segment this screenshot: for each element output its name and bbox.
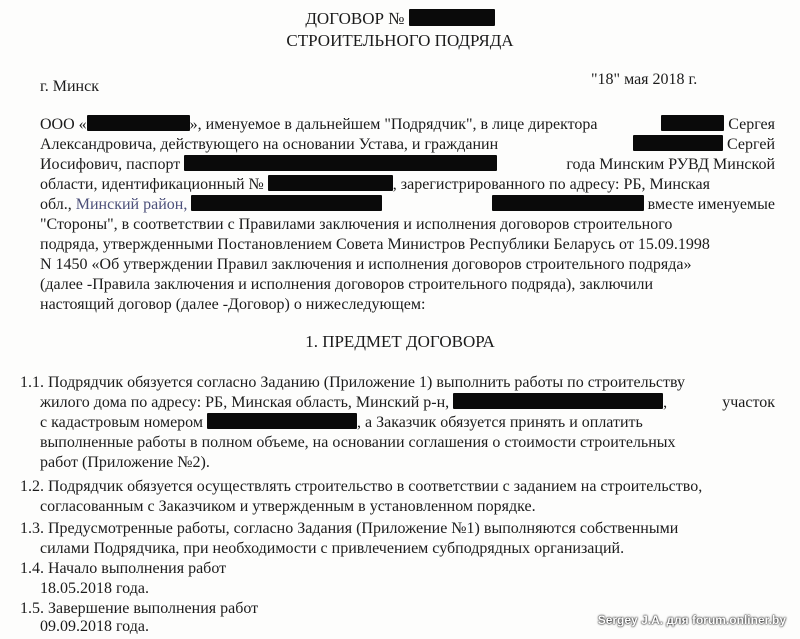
- preamble-line: N 1450 «Об утверждении Правил заключения и исполнения договоров строительного подряда»: [40, 256, 692, 273]
- clause-line: 1.1. Подрядчик обязуется согласно Заданию (Приложение 1) выполнить работы по строительству: [20, 374, 686, 391]
- contract-number-line: [0, 9, 800, 29]
- watermark: Sergey J.A. для forum.onliner.by: [597, 613, 786, 627]
- redaction: [207, 413, 357, 429]
- clause-line: 18.05.2018 года.: [40, 580, 149, 597]
- preamble-line: [40, 135, 775, 155]
- preamble-line: [40, 115, 775, 135]
- clause-line: 1.5. Завершение выполнения работ: [20, 600, 259, 617]
- preamble-line: (далее -Правила заключения и исполнения договоров строительного подряда), заключили: [40, 276, 654, 293]
- preamble-line: [40, 155, 775, 175]
- redaction: [453, 393, 663, 409]
- redaction: [661, 115, 724, 131]
- text-fragment: вместе именуемые: [492, 195, 775, 215]
- redaction: [409, 9, 495, 26]
- text-fragment: обл., Минский район,: [40, 195, 382, 215]
- clause-line: 1.4. Начало выполнения работ: [20, 560, 227, 577]
- clause-line: выполненные работы в полном объеме, на основании соглашения о стоимости строительных: [40, 434, 676, 451]
- clause-line: 1.3. Предусмотренные работы, согласно Задания (Приложение №1) выполняются собственными: [20, 520, 679, 537]
- city: г. Минск: [40, 78, 99, 95]
- text-fragment: жилого дома по адресу: РБ, Минская область, Минский р-н, ,: [40, 394, 668, 411]
- redaction: [633, 135, 723, 151]
- text-fragment: Александровича, действующего на основании Устава, и гражданин: [40, 136, 499, 153]
- clause-line: работ (Приложение №2).: [40, 454, 210, 471]
- redaction: [268, 175, 393, 191]
- preamble-line: "Стороны", в соответствии с Правилами заключения и исполнения договоров строительного: [40, 216, 673, 233]
- clause-line: согласованным с Заказчиком и утвержденным в установленном порядке.: [40, 498, 536, 515]
- redaction: [184, 155, 497, 171]
- clause-line: с кадастровым номером , а Заказчик обязуется принять и оплатить: [40, 414, 643, 431]
- preamble-line: [40, 175, 775, 195]
- contract-title: ДОГОВОР №: [305, 9, 405, 28]
- text-fragment: Сергей: [633, 135, 775, 155]
- text-fragment: года Минским РУВД Минской: [566, 156, 775, 173]
- section-heading: 1. ПРЕДМЕТ ДОГОВОРА: [305, 332, 495, 351]
- text-fragment: Сергея: [661, 115, 775, 135]
- clause-line: силами Подрядчика, при необходимости с привлечением субподрядных организаций.: [40, 540, 625, 557]
- contract-date: "18" мая 2018 г.: [591, 71, 698, 88]
- redaction: [87, 115, 190, 131]
- text-fragment: ООО « », именуемое в дальнейшем "Подрядчик", в лице директора: [40, 116, 598, 133]
- redaction: [492, 195, 644, 211]
- preamble-line: [40, 195, 775, 215]
- contract-subtitle: СТРОИТЕЛЬНОГО ПОДРЯДА: [286, 31, 514, 50]
- clause-line: 09.09.2018 года.: [40, 618, 149, 635]
- clause-line: [40, 393, 775, 413]
- text-fragment: области, идентификационный № , зарегистрированного по адресу: РБ, Минская: [40, 176, 710, 193]
- text-fragment: участок: [722, 394, 775, 411]
- redaction: [191, 195, 382, 211]
- text-fragment: Иосифович, паспорт: [40, 155, 497, 175]
- preamble-line: настоящий договор (далее -Договор) о нижеследующем:: [40, 296, 426, 313]
- clause-line: 1.2. Подрядчик обязуется осуществлять строительство в соответствии с заданием на строительство,: [20, 478, 703, 495]
- preamble-line: подряда, утвержденными Постановлением Совета Министров Республики Беларусь от 15.09.1998: [40, 236, 710, 253]
